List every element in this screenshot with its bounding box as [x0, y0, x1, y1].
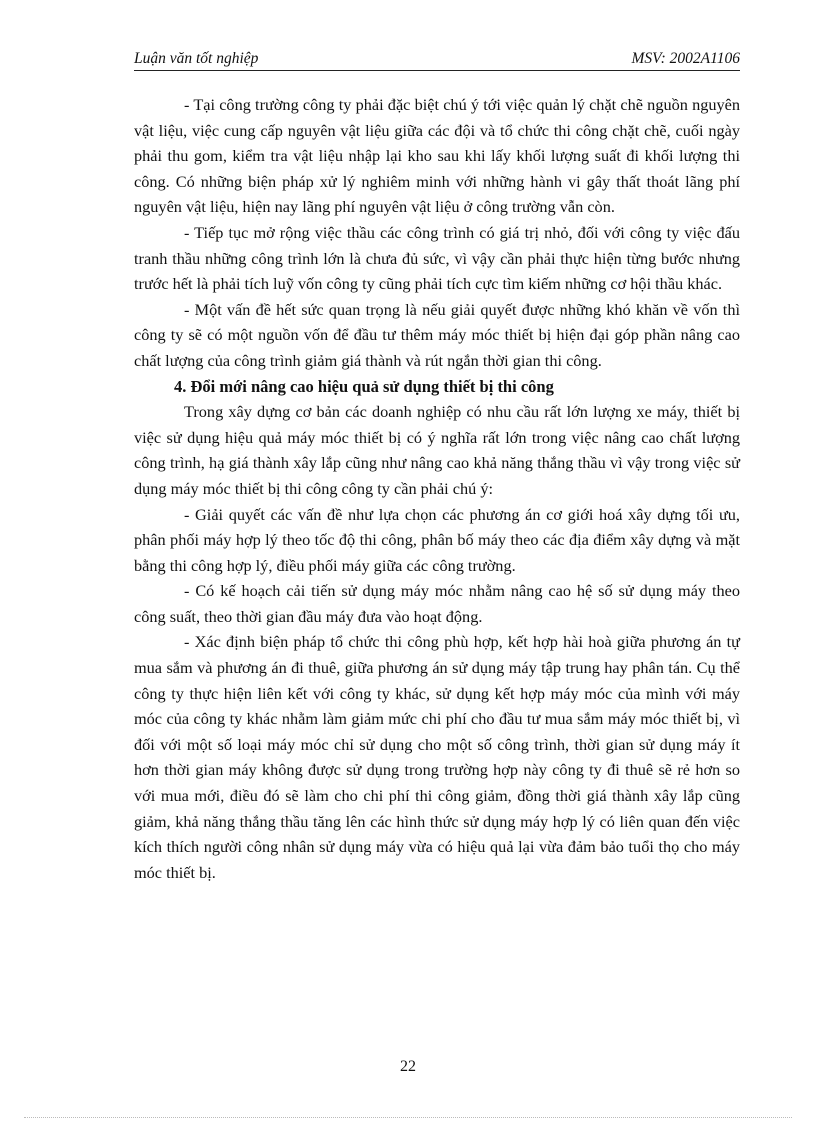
- header-title: Luận văn tốt nghiệp: [134, 50, 259, 67]
- paragraph: - Tại công trường công ty phải đặc biệt chú ý tới việc quản lý chặt chẽ nguồn nguyên vật liệu, việc cung cấp nguyên vật liệu giữa các đội và tổ chức thi công chặt chẽ, cuối ngày phải thu gom, kiểm tra vật liệu nhập lại kho sau khi lấy khối lượng suất đi khối lượng thi công. Có những biện pháp xử lý nghiêm minh với những hành vi gây thất thoát lãng phí nguyên vật liệu, hiện nay lãng phí nguyên vật liệu ở công trường vẫn còn.: [134, 95, 740, 217]
- paragraph: - Tiếp tục mở rộng việc thầu các công trình có giá trị nhỏ, đối với công ty việc đấu tranh thầu những công trình lớn là chưa đủ sức, vì vậy cần phải thực hiện từng bước nhưng trước hết là phải tích luỹ vốn công ty cũng phải tích cực tìm kiếm những cơ hội thầu khác.: [134, 222, 740, 294]
- page-bottom-divider: [24, 1117, 792, 1118]
- section-heading: 4. Đổi mới nâng cao hiệu quả sử dụng thiết bị thi công: [174, 376, 554, 396]
- page-number: 22: [400, 1058, 416, 1075]
- paragraph: - Một vấn đề hết sức quan trọng là nếu giải quyết được những khó khăn về vốn thì công ty sẽ có một nguồn vốn để đầu tư thêm máy móc thiết bị hiện đại góp phần nâng cao chất lượng của công trình giảm giá thành và rút ngắn thời gian thi công.: [134, 299, 740, 370]
- page-header: [134, 48, 740, 71]
- paragraph: - Có kế hoạch cải tiến sử dụng máy móc nhằm nâng cao hệ số sử dụng máy theo công suất, theo thời gian đầu máy đưa vào hoạt động.: [134, 581, 740, 626]
- paragraph: Trong xây dựng cơ bản các doanh nghiệp có nhu cầu rất lớn lượng xe máy, thiết bị việc sử dụng hiệu quả máy móc thiết bị có ý nghĩa rất lớn trong việc nâng cao chất lượng công trình, hạ giá thành xây lắp cũng như nâng cao khả năng thắng thầu vì vậy trong việc sử dụng máy móc thiết bị thi công công ty cần phải chú ý:: [134, 402, 740, 498]
- body-text: [134, 92, 740, 885]
- paragraph: - Xác định biện pháp tổ chức thi công phù hợp, kết hợp hài hoà giữa phương án tự mua sắm và phương án đi thuê, giữa phương án sử dụng máy tập trung hay phân tán. Cụ thể công ty thực hiện liên kết với công ty khác, sử dụng kết hợp máy móc của mình với máy móc của công ty khác nhằm làm giảm mức chi phí cho đầu tư mua sắm máy móc thiết bị, vì đối với một số loại máy móc chỉ sử dụng cho một số công trình, thời gian sử dụng máy ít hơn thời gian máy không được sử dụng trong trường hợp này công ty đi thuê sẽ rẻ hơn so với mua mới, điều đó sẽ làm cho chi phí thi công giảm, đồng thời giá thành xây lắp cũng giảm, khả năng thắng thầu tăng lên các hình thức sử dụng máy hợp lý có liên quan đến việc kích thích người công nhân sử dụng máy vừa có hiệu quả lại vừa đảm bảo tuổi thọ cho máy móc thiết bị.: [134, 632, 740, 882]
- header-student-id: MSV: 2002A1106: [631, 50, 740, 67]
- paragraph: - Giải quyết các vấn đề như lựa chọn các phương án cơ giới hoá xây dựng tối ưu, phân phối máy hợp lý theo tốc độ thi công, phân bố máy theo các địa điểm xây dựng và mặt bằng thi công hợp lý, điều phối máy giữa các công trường.: [134, 504, 740, 575]
